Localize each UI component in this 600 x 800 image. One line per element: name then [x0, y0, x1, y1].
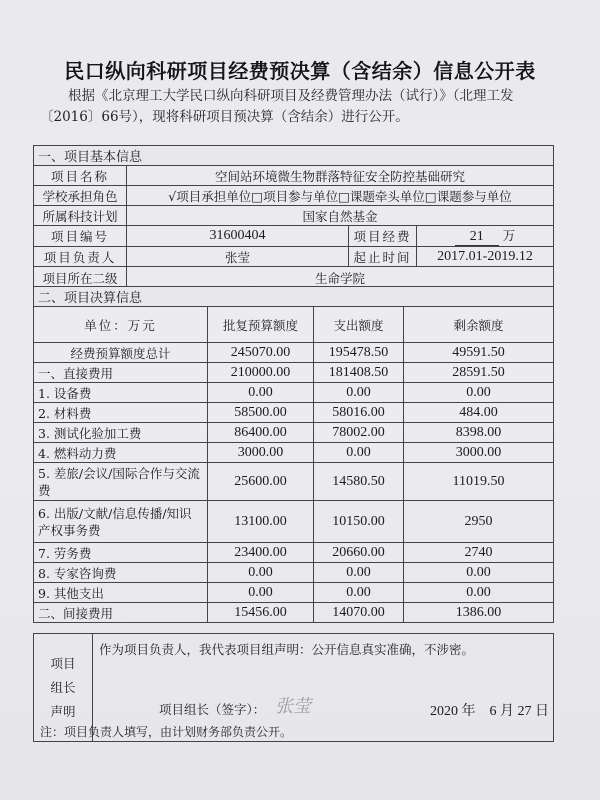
row-item: 二、间接费用 [34, 603, 208, 623]
table-row [34, 603, 554, 623]
row-spent: 0.00 [314, 383, 404, 403]
row-spent: 78002.00 [314, 423, 404, 443]
project-name-label: 项目名称 [34, 166, 127, 186]
row-remaining: 8398.00 [404, 423, 554, 443]
row-spent: 58016.00 [314, 403, 404, 423]
row-spent: 181408.50 [314, 363, 404, 383]
row-remaining: 484.00 [404, 403, 554, 423]
row-remaining: 2950 [404, 501, 554, 543]
row-remaining: 1386.00 [404, 603, 554, 623]
footnote: 注：项目负责人填写，由计划财务部负责公开。 [40, 725, 293, 739]
row-approved: 245070.00 [208, 343, 314, 363]
row-item: 1. 设备费 [34, 383, 208, 403]
row-item: 8. 专家咨询费 [34, 563, 208, 583]
row-remaining: 2740 [404, 543, 554, 563]
row-approved: 86400.00 [208, 423, 314, 443]
section2-heading: 二、项目决算信息 [34, 287, 554, 307]
project-name-value: 空间站环境微生物群落特征安全防控基础研究 [127, 166, 554, 186]
period-value: 2017.01-2019.12 [417, 247, 554, 267]
row-approved: 0.00 [208, 583, 314, 603]
funds-cell [417, 226, 554, 247]
code-label: 项目编号 [34, 226, 127, 247]
row-remaining: 28591.50 [404, 363, 554, 383]
row-remaining: 49591.50 [404, 343, 554, 363]
table-row [34, 363, 554, 383]
row-item: 6. 出版/文献/信息传播/知识产权事务费 [34, 501, 208, 543]
row-spent: 14580.50 [314, 463, 404, 501]
signature-label: 项目组长（签字）： [159, 702, 266, 717]
row-item: 7. 劳务费 [34, 543, 208, 563]
table-row [34, 443, 554, 463]
table-row [34, 403, 554, 423]
plan-value: 国家自然基金 [127, 206, 554, 226]
row-approved: 23400.00 [208, 543, 314, 563]
intro-text: 根据《北京理工大学民口纵向科研项目及经费管理办法（试行）》（北理工发〔2016〕66号），现将科研项目预决算（含结余）进行公开。 [40, 88, 514, 125]
row-approved: 0.00 [208, 563, 314, 583]
col-header-unit: 单位：万元 [34, 307, 208, 343]
signature: 张莹 [275, 696, 311, 717]
row-spent: 195478.50 [314, 343, 404, 363]
page-title: 民口纵向科研项目经费预决算（含结余）信息公开表 [64, 59, 536, 83]
row-remaining: 0.00 [404, 563, 554, 583]
row-remaining: 0.00 [404, 583, 554, 603]
basic-info-table [33, 145, 554, 289]
intro-paragraph [40, 86, 560, 128]
row-spent: 14070.00 [314, 603, 404, 623]
row-approved: 15456.00 [208, 603, 314, 623]
row-approved: 3000.00 [208, 443, 314, 463]
leader-value: 张莹 [127, 247, 349, 267]
declaration-label-line: 组长 [50, 679, 76, 695]
funds-value: 21 [455, 229, 499, 246]
table-row [34, 343, 554, 363]
row-spent: 10150.00 [314, 501, 404, 543]
dept-label: 项目所在二级 [34, 267, 127, 289]
row-remaining: 0.00 [404, 383, 554, 403]
row-item: 经费预算额度总计 [34, 343, 208, 363]
col-header-spent: 支出额度 [314, 307, 404, 343]
table-row [34, 583, 554, 603]
col-header-approved: 批复预算额度 [208, 307, 314, 343]
declaration-statement: 作为项目负责人，我代表项目组声明：公开信息真实准确，不涉密。 [99, 642, 475, 657]
row-spent: 0.00 [314, 443, 404, 463]
row-item: 一、直接费用 [34, 363, 208, 383]
row-approved: 25600.00 [208, 463, 314, 501]
role-label: 学校承担角色 [34, 186, 127, 206]
declaration-label-line: 声明 [50, 703, 76, 719]
row-approved: 58500.00 [208, 403, 314, 423]
row-item: 4. 燃料动力费 [34, 443, 208, 463]
budget-table [33, 286, 554, 623]
row-spent: 20660.00 [314, 543, 404, 563]
row-item: 2. 材料费 [34, 403, 208, 423]
table-row [34, 563, 554, 583]
row-approved: 0.00 [208, 383, 314, 403]
row-item: 5. 差旅/会议/国际合作与交流费 [34, 463, 208, 501]
row-approved: 13100.00 [208, 501, 314, 543]
row-item: 3. 测试化验加工费 [34, 423, 208, 443]
funds-unit: 万 [502, 228, 516, 243]
table-row [34, 501, 554, 543]
plan-label: 所属科技计划 [34, 206, 127, 226]
role-value: √项目承担单位□项目参与单位□课题牵头单位□课题参与单位 [127, 186, 554, 206]
row-item: 9. 其他支出 [34, 583, 208, 603]
funds-label: 项目经费 [349, 226, 417, 247]
declaration-date: 2020 年 6 月 27 日 [430, 704, 549, 719]
declaration-label-line: 项目 [50, 655, 76, 671]
period-label: 起止时间 [349, 247, 417, 267]
row-spent: 0.00 [314, 563, 404, 583]
col-header-remaining: 剩余额度 [404, 307, 554, 343]
table-row [34, 543, 554, 563]
table-row [34, 423, 554, 443]
table-row [34, 383, 554, 403]
row-remaining: 11019.50 [404, 463, 554, 501]
dept-value: 生命学院 [127, 267, 554, 289]
section1-heading: 一、项目基本信息 [34, 146, 554, 166]
code-value: 31600404 [127, 226, 349, 247]
row-spent: 0.00 [314, 583, 404, 603]
leader-label: 项目负责人 [34, 247, 127, 267]
row-approved: 210000.00 [208, 363, 314, 383]
table-row [34, 463, 554, 501]
row-remaining: 3000.00 [404, 443, 554, 463]
